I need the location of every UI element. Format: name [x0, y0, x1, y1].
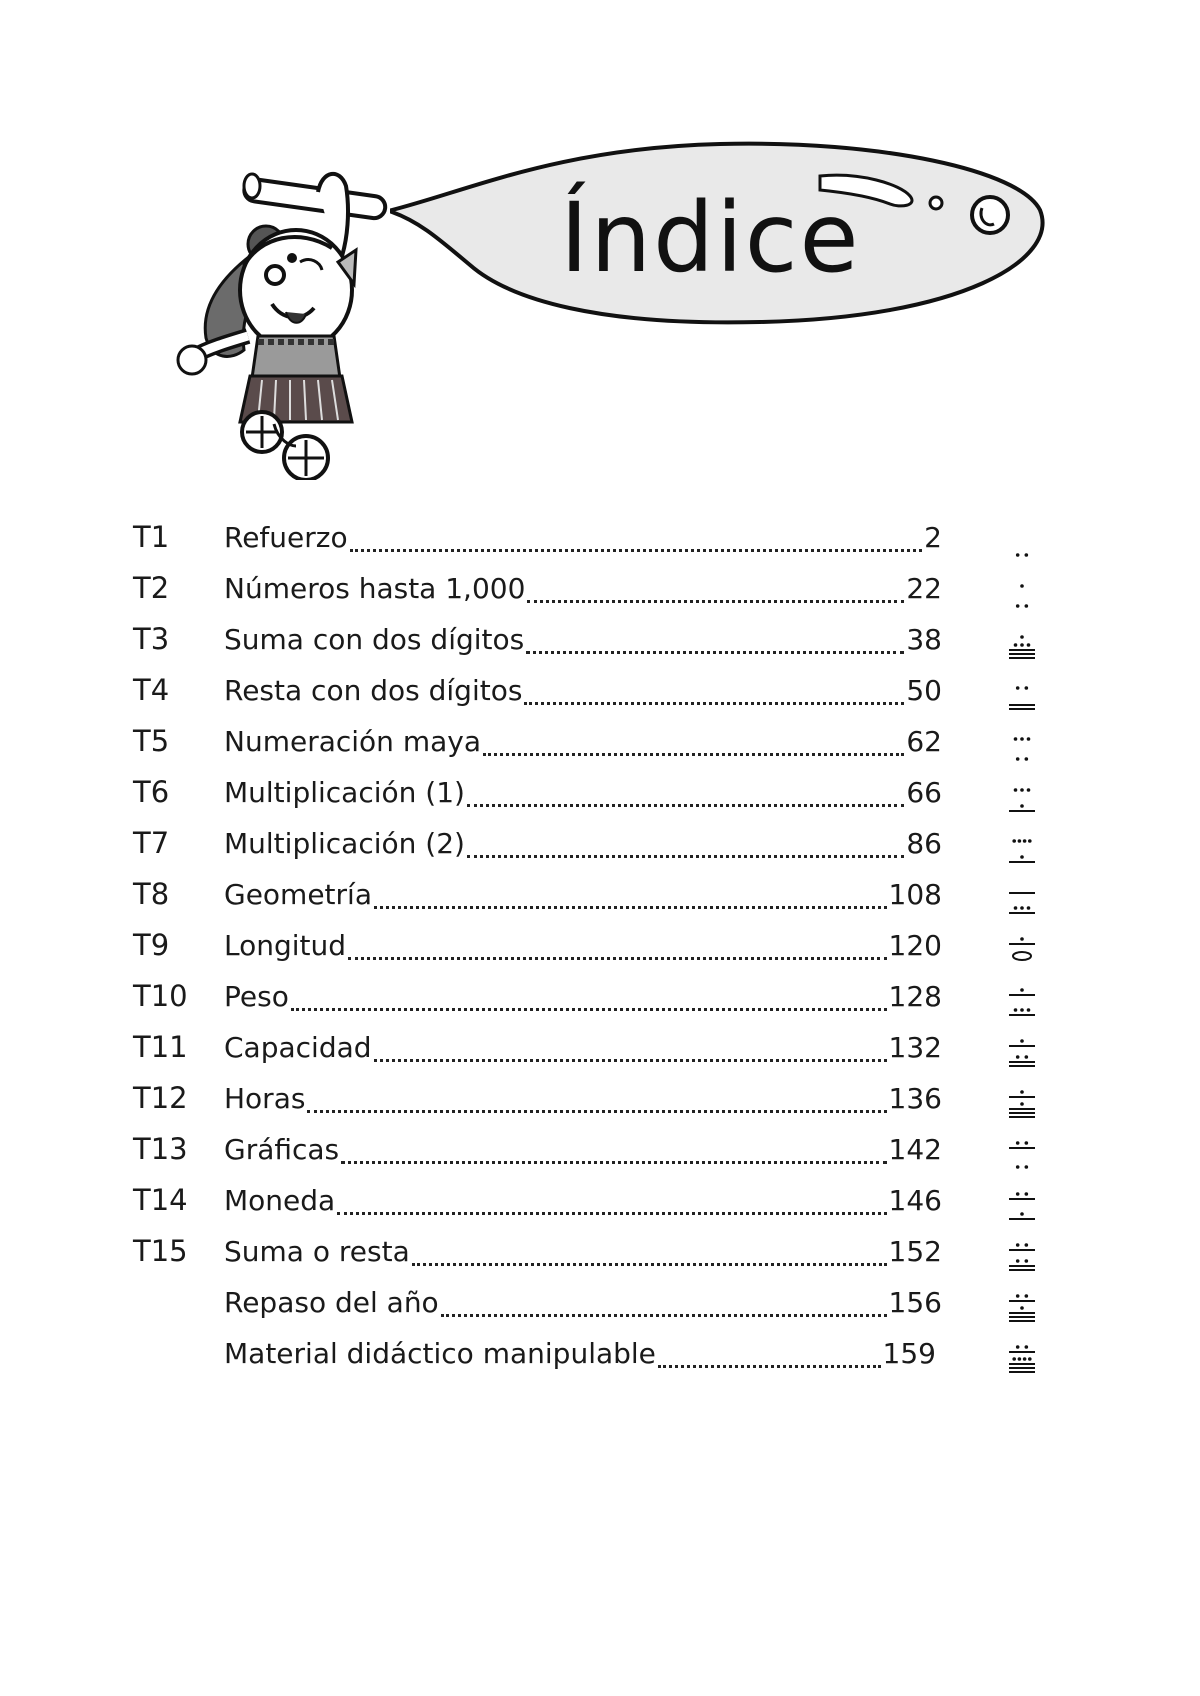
maya-dot — [1020, 788, 1024, 792]
maya-bar — [1009, 653, 1035, 655]
maya-numeral-icon — [1005, 1283, 1039, 1323]
maya-bar — [1009, 1300, 1035, 1302]
toc-entry[interactable] — [0, 869, 1200, 920]
toc-entry-title: Gráficas — [224, 1133, 340, 1166]
maya-dot — [1025, 686, 1029, 690]
toc-entry-line — [224, 1328, 936, 1379]
toc-entry-line — [224, 971, 942, 1022]
toc-entry-line — [224, 1175, 942, 1226]
maya-dot — [1027, 1008, 1031, 1012]
maya-dot — [1028, 1357, 1032, 1361]
toc-entry-page: 108 — [888, 878, 942, 911]
maya-bar — [1009, 1112, 1035, 1114]
toc-entry-code: T12 — [133, 1081, 188, 1115]
toc-entry-title: Peso — [224, 980, 289, 1013]
maya-dot — [1020, 906, 1024, 910]
toc-entry-code: T1 — [133, 520, 170, 554]
maya-dot — [1025, 757, 1029, 761]
toc-entry-page: 156 — [888, 1286, 942, 1319]
toc-entry-code: T11 — [133, 1030, 188, 1064]
maya-dot — [1027, 643, 1031, 647]
maya-bar — [1009, 1014, 1035, 1016]
toc-entry-page: 66 — [906, 776, 942, 809]
toc-entry-title: Multiplicación (2) — [224, 827, 465, 860]
toc-entry-title: Longitud — [224, 929, 347, 962]
toc-entry-code: T4 — [133, 673, 170, 707]
toc-entry-code: T13 — [133, 1132, 188, 1166]
maya-dot — [1027, 737, 1031, 741]
maya-numeral-icon — [1005, 569, 1039, 609]
maya-bar — [1009, 1367, 1035, 1369]
maya-dot — [1014, 643, 1018, 647]
toc-entry[interactable] — [0, 920, 1200, 971]
maya-dot — [1020, 988, 1024, 992]
maya-bar — [1009, 1198, 1035, 1200]
maya-dot — [1025, 1141, 1029, 1145]
dot-leader — [526, 637, 904, 654]
maya-numeral-icon — [1005, 620, 1039, 660]
toc-entry-page: 132 — [888, 1031, 942, 1064]
maya-bar — [1009, 1147, 1035, 1149]
toc-entry-page: 128 — [888, 980, 942, 1013]
maya-bar — [1009, 708, 1035, 710]
maya-dot — [1020, 584, 1024, 588]
dot-leader — [527, 586, 904, 603]
maya-bar — [1009, 1316, 1035, 1318]
dot-leader — [291, 994, 887, 1011]
maya-dot — [1025, 1243, 1029, 1247]
maya-numeral-icon — [1005, 1130, 1039, 1170]
maya-numeral-icon — [1005, 518, 1039, 558]
maya-bar — [1009, 657, 1035, 659]
toc-entry[interactable] — [0, 1277, 1200, 1328]
toc-entry-title: Numeración maya — [224, 725, 481, 758]
maya-dot — [1028, 839, 1032, 843]
maya-bar — [1009, 892, 1035, 894]
dot-leader — [467, 790, 904, 807]
maya-dot — [1014, 906, 1018, 910]
maya-dot — [1025, 1165, 1029, 1169]
toc-entry-page: 62 — [906, 725, 942, 758]
maya-numeral-icon — [1005, 1334, 1039, 1374]
maya-dot — [1016, 686, 1020, 690]
maya-dot — [1025, 1192, 1029, 1196]
maya-dot — [1016, 1192, 1020, 1196]
dot-leader — [374, 892, 887, 909]
toc-entry[interactable] — [0, 512, 1200, 563]
maya-bar — [1009, 1108, 1035, 1110]
toc-entry[interactable] — [0, 818, 1200, 869]
maya-dot — [1012, 839, 1016, 843]
maya-dot — [1016, 757, 1020, 761]
maya-dot — [1025, 604, 1029, 608]
toc-entry-page: 120 — [888, 929, 942, 962]
table-of-contents — [0, 512, 1200, 1379]
maya-numeral-icon — [1005, 1079, 1039, 1119]
maya-dot — [1018, 1357, 1022, 1361]
maya-numeral-icon — [1005, 1181, 1039, 1221]
maya-dot — [1025, 1259, 1029, 1263]
dot-leader — [348, 943, 887, 960]
maya-bar — [1009, 943, 1035, 945]
maya-dot — [1020, 1039, 1024, 1043]
toc-entry-code: T14 — [133, 1183, 188, 1217]
maya-dot — [1016, 604, 1020, 608]
maya-dot — [1016, 1345, 1020, 1349]
toc-entry-title: Moneda — [224, 1184, 336, 1217]
toc-entry[interactable] — [0, 614, 1200, 665]
maya-bar — [1009, 1061, 1035, 1063]
dot-leader — [350, 535, 923, 552]
maya-bar — [1009, 912, 1035, 914]
maya-bar — [1009, 1371, 1035, 1373]
maya-numeral-icon — [1005, 1232, 1039, 1272]
toc-entry-title: Horas — [224, 1082, 306, 1115]
toc-entry-page: 38 — [906, 623, 942, 656]
toc-entry[interactable] — [0, 1073, 1200, 1124]
maya-dot — [1023, 1357, 1027, 1361]
maya-bar — [1009, 1351, 1035, 1353]
maya-dot — [1027, 906, 1031, 910]
mascot-girl-icon — [178, 174, 356, 480]
toc-entry-line — [224, 767, 942, 818]
maya-bar — [1009, 704, 1035, 706]
toc-entry-page: 152 — [888, 1235, 942, 1268]
toc-entry-code: T6 — [133, 775, 170, 809]
toc-entry-page: 159 — [882, 1337, 936, 1370]
toc-entry-title: Geometría — [224, 878, 372, 911]
maya-dot — [1016, 1141, 1020, 1145]
toc-entry[interactable] — [0, 563, 1200, 614]
maya-dot — [1020, 1102, 1024, 1106]
toc-entry-title: Repaso del año — [224, 1286, 439, 1319]
toc-entry[interactable] — [0, 1175, 1200, 1226]
maya-numeral-icon — [1005, 671, 1039, 711]
dot-leader — [374, 1045, 887, 1062]
maya-bar — [1009, 649, 1035, 651]
toc-entry[interactable] — [0, 665, 1200, 716]
toc-entry-line — [224, 716, 942, 767]
maya-dot — [1020, 1306, 1024, 1310]
toc-entry-line — [224, 1124, 942, 1175]
maya-bar — [1009, 1312, 1035, 1314]
toc-entry-line — [224, 818, 942, 869]
maya-dot — [1016, 1055, 1020, 1059]
toc-entry-page: 50 — [906, 674, 942, 707]
toc-entry-line — [224, 869, 942, 920]
maya-bar — [1009, 1096, 1035, 1098]
maya-dot — [1016, 1243, 1020, 1247]
toc-entry-page: 146 — [888, 1184, 942, 1217]
maya-dot — [1020, 635, 1024, 639]
toc-entry-code: T2 — [133, 571, 170, 605]
dot-leader — [524, 688, 904, 705]
dot-leader — [658, 1351, 881, 1368]
toc-entry-line — [224, 1022, 942, 1073]
toc-entry-title: Material didáctico manipulable — [224, 1337, 656, 1370]
maya-bar — [1009, 1320, 1035, 1322]
toc-entry-line — [224, 920, 942, 971]
dot-leader — [467, 841, 904, 858]
maya-numeral-icon — [1005, 875, 1039, 915]
maya-dot — [1025, 1294, 1029, 1298]
toc-entry-title: Multiplicación (1) — [224, 776, 465, 809]
maya-numeral-icon — [1005, 1028, 1039, 1068]
maya-dot — [1020, 643, 1024, 647]
maya-dot — [1014, 1008, 1018, 1012]
maya-dot — [1020, 804, 1024, 808]
maya-bar — [1009, 1065, 1035, 1067]
toc-entry-page: 142 — [888, 1133, 942, 1166]
maya-bar — [1009, 810, 1035, 812]
dot-leader — [307, 1096, 886, 1113]
toc-entry-page: 2 — [924, 521, 942, 554]
toc-entry-code: T10 — [133, 979, 188, 1013]
toc-entry-code: T8 — [133, 877, 170, 911]
maya-bar — [1009, 1269, 1035, 1271]
maya-bar — [1009, 1116, 1035, 1118]
maya-bar — [1009, 994, 1035, 996]
maya-numeral-icon — [1005, 926, 1039, 966]
maya-dot — [1018, 839, 1022, 843]
maya-dot — [1020, 1212, 1024, 1216]
toc-entry-line — [224, 563, 942, 614]
maya-dot — [1014, 737, 1018, 741]
maya-bar — [1009, 1045, 1035, 1047]
maya-dot — [1012, 1357, 1016, 1361]
maya-dot — [1025, 553, 1029, 557]
toc-entry[interactable] — [0, 1226, 1200, 1277]
maya-dot — [1016, 1165, 1020, 1169]
maya-dot — [1014, 788, 1018, 792]
maya-dot — [1023, 839, 1027, 843]
toc-entry-title: Números hasta 1,000 — [224, 572, 526, 605]
maya-bar — [1009, 861, 1035, 863]
toc-entry-code: T9 — [133, 928, 170, 962]
toc-entry[interactable] — [0, 767, 1200, 818]
toc-entry-line — [224, 1226, 942, 1277]
toc-entry-title: Capacidad — [224, 1031, 372, 1064]
toc-entry[interactable] — [0, 1124, 1200, 1175]
toc-entry-line — [224, 614, 942, 665]
chalk-icon — [243, 174, 387, 220]
maya-dot — [1020, 855, 1024, 859]
dot-leader — [412, 1249, 887, 1266]
maya-numeral-icon — [1005, 824, 1039, 864]
maya-dot — [1020, 1008, 1024, 1012]
maya-dot — [1025, 1345, 1029, 1349]
maya-dot — [1016, 553, 1020, 557]
maya-numeral-icon — [1005, 977, 1039, 1017]
toc-entry-page: 136 — [888, 1082, 942, 1115]
maya-zero-shell — [1013, 952, 1031, 960]
toc-entry-page: 22 — [906, 572, 942, 605]
maya-dot — [1025, 1055, 1029, 1059]
maya-bar — [1009, 1249, 1035, 1251]
toc-entry-title: Suma o resta — [224, 1235, 410, 1268]
dot-leader — [483, 739, 904, 756]
maya-numeral-icon — [1005, 773, 1039, 813]
dot-leader — [337, 1198, 886, 1215]
toc-entry[interactable] — [0, 971, 1200, 1022]
dot-leader — [441, 1300, 887, 1317]
maya-dot — [1016, 1259, 1020, 1263]
toc-entry-title: Resta con dos dígitos — [224, 674, 523, 707]
toc-entry-line — [224, 1073, 942, 1124]
toc-entry-line — [224, 1277, 942, 1328]
dot-leader — [341, 1147, 886, 1164]
maya-bar — [1009, 1363, 1035, 1365]
maya-bar — [1009, 1265, 1035, 1267]
toc-entry-code: T3 — [133, 622, 170, 656]
toc-entry-code: T5 — [133, 724, 170, 758]
maya-dot — [1027, 788, 1031, 792]
maya-dot — [1020, 737, 1024, 741]
toc-entry-title: Suma con dos dígitos — [224, 623, 525, 656]
maya-bar — [1009, 1218, 1035, 1220]
maya-numeral-icon — [1005, 722, 1039, 762]
toc-entry-title: Refuerzo — [224, 521, 348, 554]
toc-entry[interactable] — [0, 1022, 1200, 1073]
maya-dot — [1016, 1294, 1020, 1298]
toc-entry-line — [224, 512, 942, 563]
maya-dot — [1020, 937, 1024, 941]
toc-entry-code: T15 — [133, 1234, 188, 1268]
toc-entry[interactable] — [0, 1328, 1200, 1379]
toc-entry-page: 86 — [906, 827, 942, 860]
maya-dot — [1020, 1090, 1024, 1094]
page-title: Índice — [560, 182, 861, 294]
toc-entry-code: T7 — [133, 826, 170, 860]
toc-entry-line — [224, 665, 942, 716]
toc-entry[interactable] — [0, 716, 1200, 767]
